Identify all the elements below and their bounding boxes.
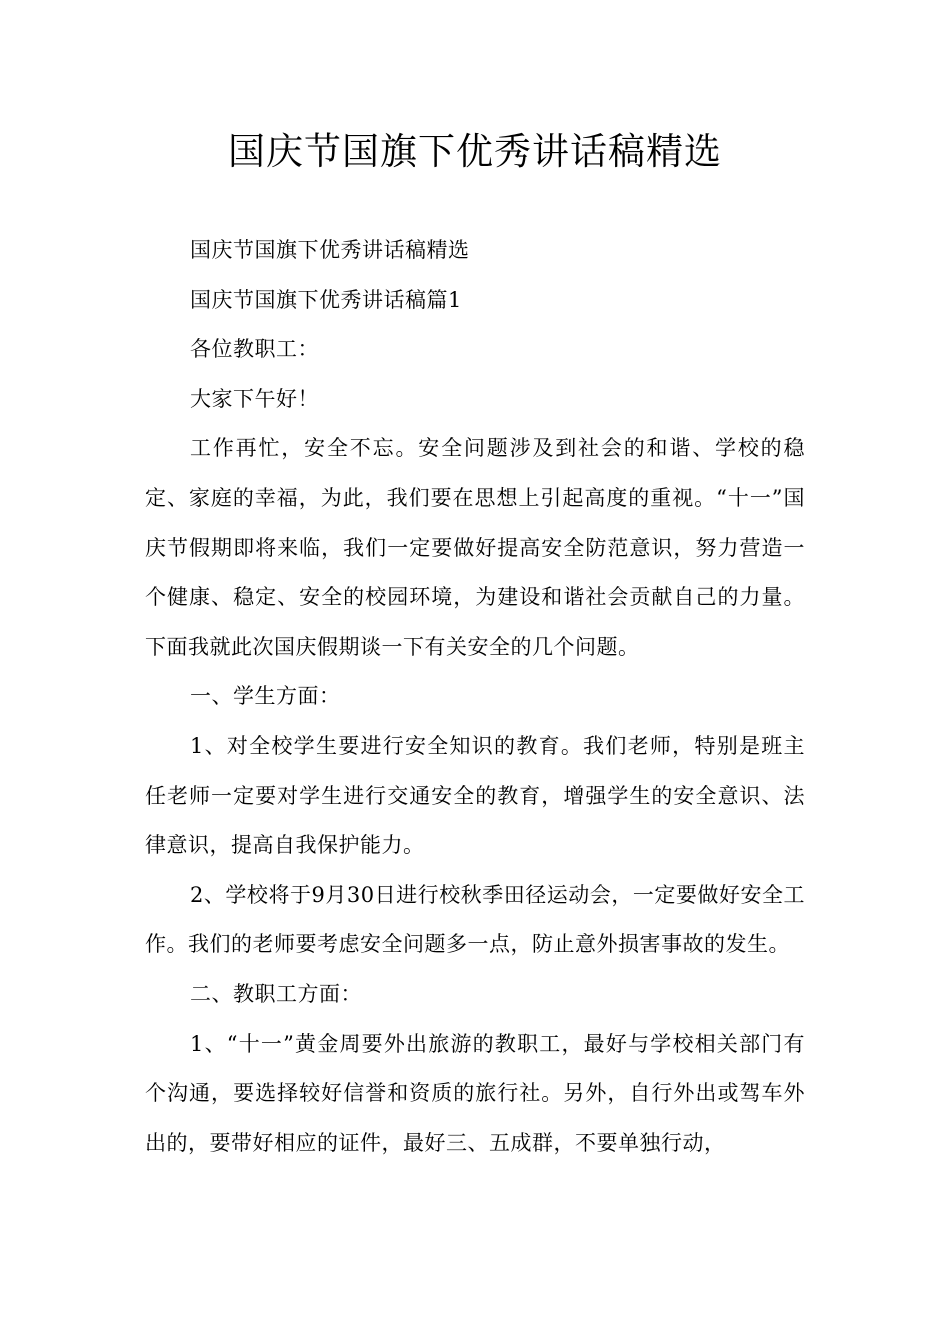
paragraph: 各位教职工： [190, 337, 319, 362]
document-body [145, 226, 805, 1168]
paragraph: 工作再忙，安全不忘。安全问题涉及到社会的和谐、学校的稳定、家庭的幸福，为此，我们要在思想上引起高度的重视。“十一”国庆节假期即将来临，我们一定要做好提高安全防范意识，努力营造一个健康、稳定、安全的校园环境，为建设和谐社会贡献自己的力量。下面我就此次国庆假期谈一下有关安全的几个问题。 [145, 436, 805, 659]
paragraph: 二、教职工方面： [190, 981, 362, 1006]
paragraph: 2、学校将于9月30日进行校秋季田径运动会，一定要做好安全工作。我们的老师要考虑安全问题多一点，防止意外损害事故的发生。 [145, 882, 805, 957]
paragraph: 1、对全校学生要进行安全知识的教育。我们老师，特别是班主任老师一定要对学生进行交通安全的教育，增强学生的安全意识、法律意识，提高自我保护能力。 [145, 733, 805, 858]
paragraph: 1、“十一”黄金周要外出旅游的教职工，最好与学校相关部门有个沟通，要选择较好信誉和资质的旅行社。另外，自行外出或驾车外出的，要带好相应的证件，最好三、五成群，不要单独行动， [145, 1031, 805, 1155]
document-title: 国庆节国旗下优秀讲话稿精选 [228, 130, 722, 173]
paragraph: 国庆节国旗下优秀讲话稿篇1 [190, 287, 462, 312]
paragraph: 国庆节国旗下优秀讲话稿精选 [190, 238, 470, 262]
paragraph: 大家下午好！ [190, 386, 319, 411]
paragraph: 一、学生方面： [190, 684, 341, 709]
